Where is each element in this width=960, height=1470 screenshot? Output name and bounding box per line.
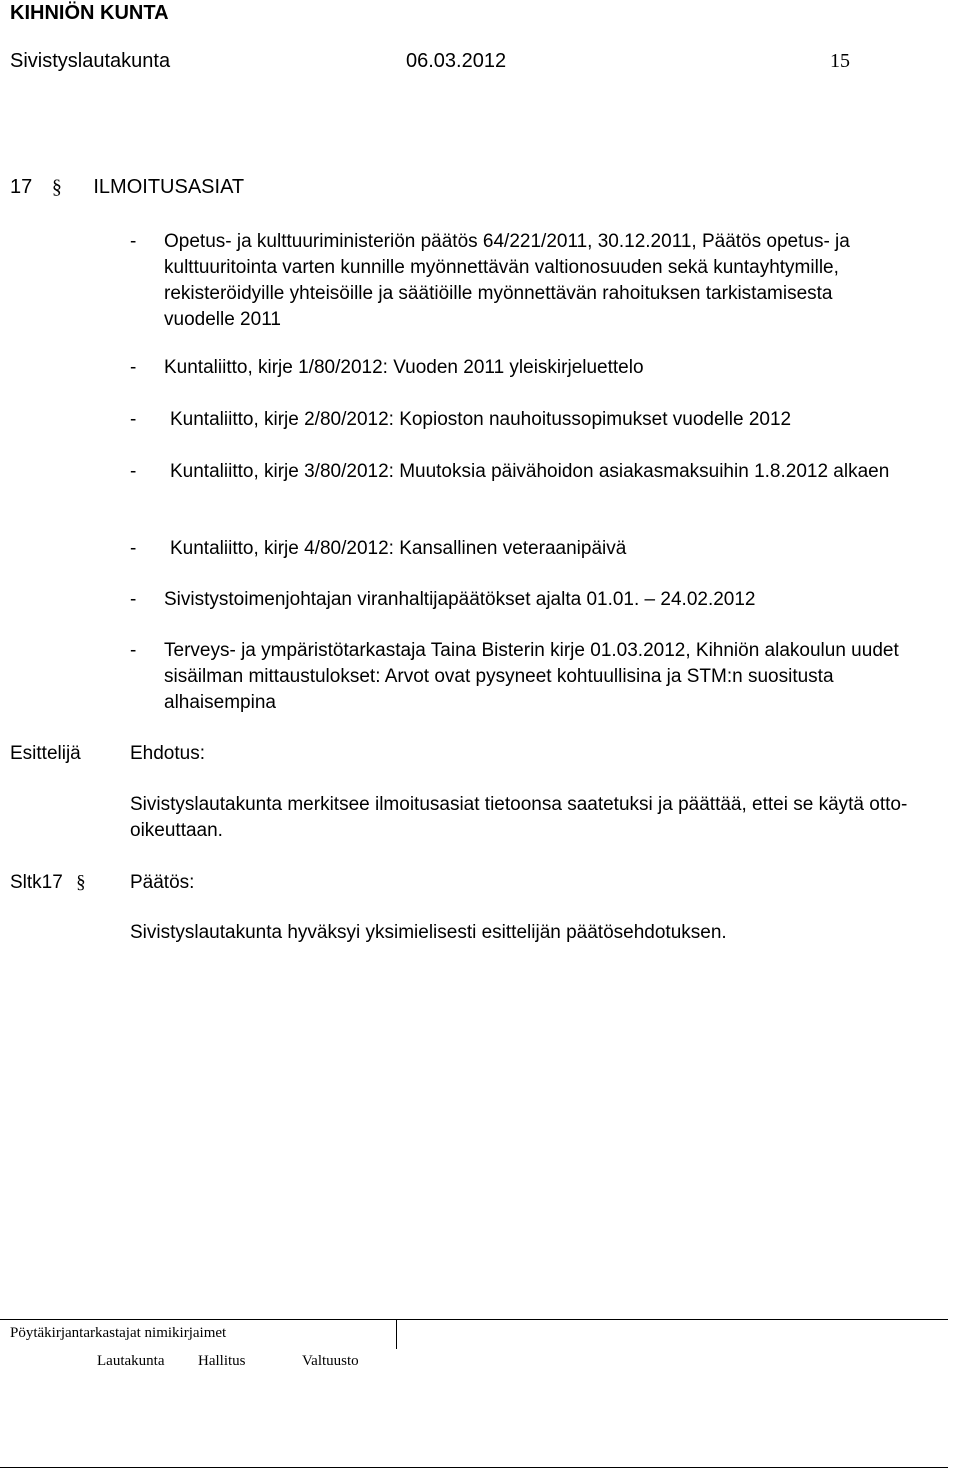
proposal-heading: Ehdotus: (130, 743, 205, 764)
list-dash: - (130, 640, 137, 661)
list-dash: - (130, 538, 137, 559)
section-symbol: § (51, 176, 62, 198)
decision-ref: Sltk17 (10, 872, 63, 893)
footer-divider (396, 1319, 397, 1349)
list-item-text: Kuntaliitto, kirje 3/80/2012: Muutoksia päivähoidon asiakasmaksuihin 1.8.2012 alkaen (170, 461, 890, 482)
list-item-text: Terveys- ja ympäristötarkastaja Taina Bisterin kirje 01.03.2012, Kihniön alakoulun uudet sisäilman mittaustulokset: Arvot ovat pysyneet kohtuullisina ja STM:n suositusta alhaisempina (164, 640, 899, 713)
footer-column-government: Hallitus (198, 1353, 246, 1369)
list-item-text: Opetus- ja kulttuuriministeriön päätös 64/221/2011, 30.12.2011, Päätös opetus- ja kulttuuritointa varten kunnille myönnettävän valtionosuuden sekä kuntayhtymille, rekisteröidyille yhteisöille ja säätiöille myönnettävän rahoituksen tarkistamisesta vuodelle 2011 (164, 231, 850, 330)
municipality-name: KIHNIÖN KUNTA (10, 2, 169, 24)
decision-text: Sivistyslautakunta hyväksyi yksimielisesti esittelijän päätösehdotuksen. (130, 922, 727, 943)
meeting-date: 06.03.2012 (406, 50, 507, 72)
section-number: 17 (10, 176, 33, 198)
footer-top-rule (0, 1319, 948, 1320)
list-dash: - (130, 409, 137, 430)
section-heading (10, 176, 244, 199)
footer-bottom-rule (0, 1467, 948, 1468)
list-item-text: Sivistystoimenjohtajan viranhaltijapäätökset ajalta 01.01. – 24.02.2012 (164, 589, 756, 610)
list-item-text: Kuntaliitto, kirje 4/80/2012: Kansallinen veteraanipäivä (170, 538, 627, 559)
list-dash: - (130, 461, 137, 482)
list-dash: - (130, 357, 137, 378)
decision-side-label (10, 870, 86, 896)
section-title: ILMOITUSASIAT (93, 176, 245, 198)
presenter-label: Esittelijä (10, 743, 81, 764)
list-dash: - (130, 231, 137, 252)
footer-column-council: Valtuusto (302, 1353, 359, 1369)
list-dash: - (130, 589, 137, 610)
proposal-text: Sivistyslautakunta merkitsee ilmoitusasiat tietoonsa saatetuksi ja päättää, ettei se käytä otto-oikeuttaan. (130, 794, 908, 841)
decision-heading: Päätös: (130, 872, 195, 893)
footer-column-board: Lautakunta (97, 1353, 165, 1369)
footer-initials-label: Pöytäkirjantarkastajat nimikirjaimet (10, 1325, 227, 1341)
board-name: Sivistyslautakunta (10, 50, 171, 72)
list-item-text: Kuntaliitto, kirje 2/80/2012: Kopioston nauhoitussopimukset vuodelle 2012 (170, 409, 792, 430)
section-symbol: § (76, 872, 86, 893)
page-number: 15 (830, 50, 850, 72)
list-item-text: Kuntaliitto, kirje 1/80/2012: Vuoden 2011 yleiskirjeluettelo (164, 357, 644, 378)
